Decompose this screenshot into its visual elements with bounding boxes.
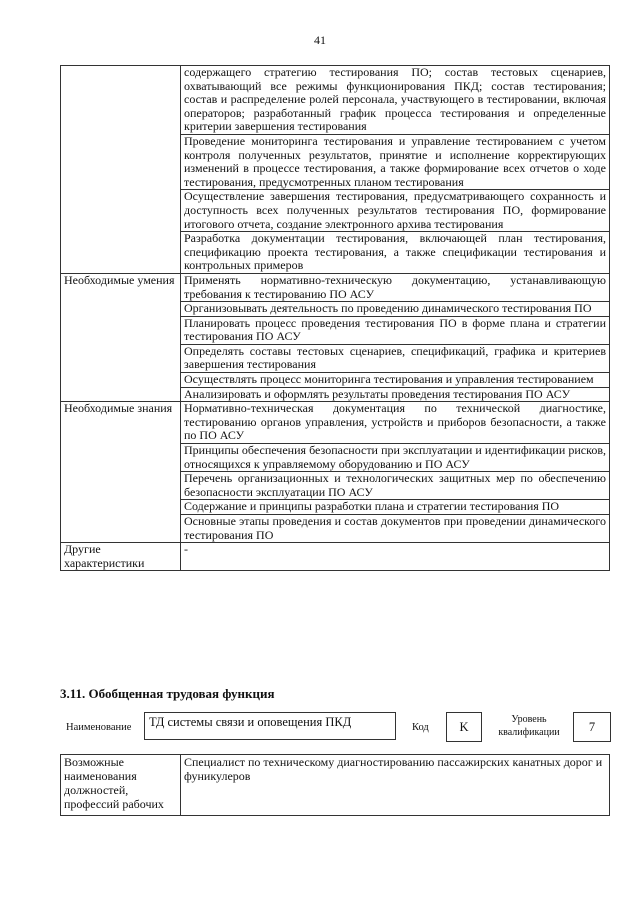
requirements-table — [60, 65, 610, 571]
row-text: Анализировать и оформлять результаты проведения тестирования ПО АСУ — [181, 387, 610, 402]
table-row — [61, 755, 610, 816]
row-text: Осуществлять процесс мониторинга тестирования и управления тестированием — [181, 373, 610, 388]
row-text: Нормативно-техническая документация по технической диагностике, тестированию органов управления, устройств и приборов безопасности, а также по ПО АСУ — [181, 402, 610, 444]
code-label: Код — [412, 722, 429, 733]
name-label: Наименование — [66, 722, 132, 733]
row-text: - — [181, 543, 610, 571]
section-title: 3.11. Обобщенная трудовая функция — [60, 686, 275, 701]
table-row — [61, 543, 610, 571]
row-text: Применять нормативно-техническую документацию, устанавливающую требования к тестированию ПО АСУ — [181, 273, 610, 301]
code-value: K — [446, 712, 482, 742]
page-number: 41 — [314, 33, 326, 47]
row-text: Определять составы тестовых сценариев, спецификаций, графика и критериев завершения тестирования — [181, 344, 610, 372]
row-text: Перечень организационных и технологических защитных мер по обеспечению безопасности эксплуатации ПО АСУ — [181, 472, 610, 500]
table-row — [61, 66, 610, 135]
row-text: Принципы обеспечения безопасности при эксплуатации и идентификации рисков, относящихся к управляемому оборудованию и ПО АСУ — [181, 444, 610, 472]
row-text: Планировать процесс проведения тестирования ПО в форме плана и стратегии тестирования ПО АСУ — [181, 316, 610, 344]
table-row — [61, 402, 610, 444]
table-row — [61, 273, 610, 301]
knowledge-label: Необходимые знания — [61, 402, 181, 543]
level-label: Уровень квалификации — [498, 714, 560, 738]
name-value: ТД системы связи и оповещения ПКД — [144, 712, 396, 740]
positions-table — [60, 754, 610, 816]
level-value: 7 — [573, 712, 611, 742]
positions-label: Возможные наименования должностей, профессий рабочих — [61, 755, 181, 816]
row-text: Содержание и принципы разработки плана и стратегии тестирования ПО — [181, 500, 610, 515]
row-text: Осуществление завершения тестирования, предусматривающего сохранность и доступность всех полученных результатов тестирования ПО, формирование итогового отчета, создание электронного архива тестирования — [181, 190, 610, 232]
row-text: содержащего стратегию тестирования ПО; состав тестовых сценариев, охватывающий все режимы функционирования ПКД; состав тестирования; состав и распределение ролей персонала, участвующего в тестировании, включая операторов; разработанный график процесса тестирования и определенные критерии завершения тестирования — [181, 66, 610, 135]
row-text: Основные этапы проведения и состав документов при проведении динамического тестирования ПО — [181, 515, 610, 543]
other-label: Другие характеристики — [61, 543, 181, 571]
skills-label: Необходимые умения — [61, 273, 181, 401]
row-label — [61, 66, 181, 274]
function-header — [60, 712, 612, 744]
positions-value: Специалист по техническому диагностированию пассажирских канатных дорог и фуникулеров — [181, 755, 610, 816]
row-text: Проведение мониторинга тестирования и управление тестированием с учетом контроля полученных результатов, принятие и исполнение корректирующих изменений в процессе тестирования, а также формирование всех отчетов о ходе тестирования, предусмотренных планом тестирования — [181, 134, 610, 189]
row-text: Разработка документации тестирования, включающей план тестирования, спецификацию проекта тестирования, а также спецификации тестирования и контрольных примеров — [181, 232, 610, 274]
row-text: Организовывать деятельность по проведению динамического тестирования ПО — [181, 302, 610, 317]
